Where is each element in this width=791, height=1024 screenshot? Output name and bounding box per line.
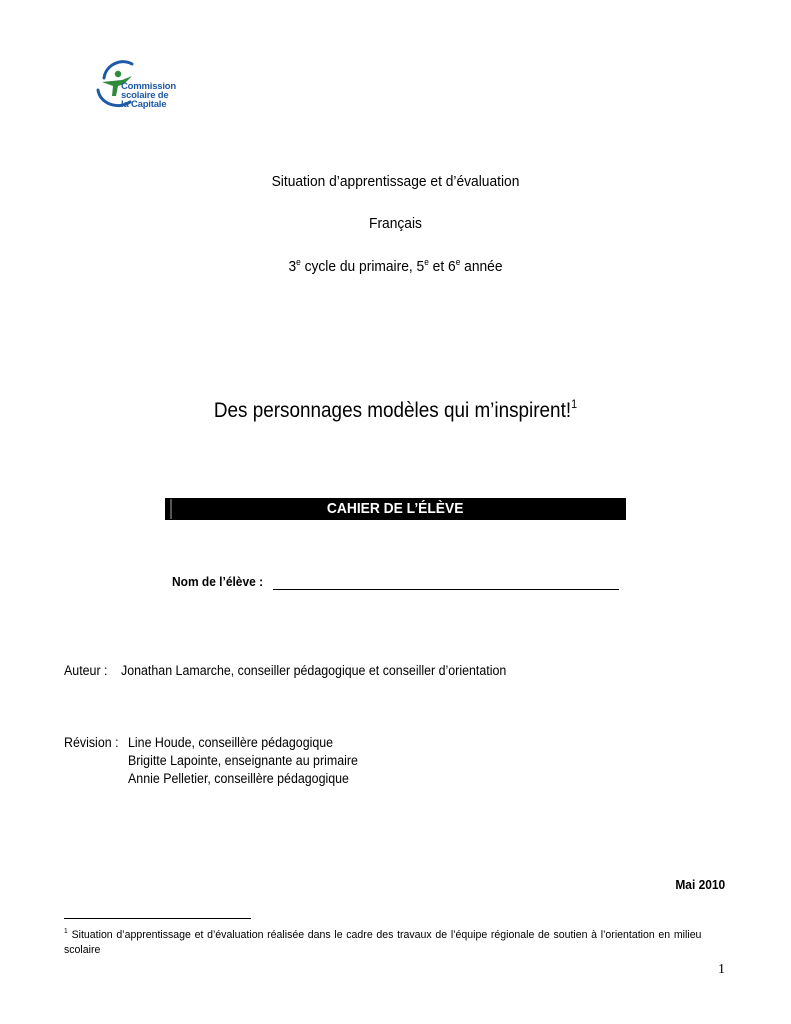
revision-line-1: Line Houde, conseillère pédagogique <box>128 735 334 750</box>
logo-wordmark <box>121 82 176 109</box>
banner-divider <box>170 499 172 519</box>
page-title: Des personnages modèles qui m’inspirent!$^1$ <box>213 397 578 422</box>
publication-date: Mai 2010 <box>675 877 725 892</box>
logo-line-1: Commission <box>121 81 177 92</box>
student-name-label: Nom de l’élève : <box>172 574 264 589</box>
title-footnote-ref: 1 <box>571 397 578 411</box>
revision-line-2: Brigitte Lapointe, enseignante au primaire <box>128 753 358 768</box>
subject: Français <box>369 215 422 232</box>
footnote-rule <box>64 918 251 919</box>
logo-line-3: la Capitale <box>121 99 167 110</box>
revision-label: Révision : <box>64 735 119 750</box>
logo-figure-head-icon <box>115 71 121 77</box>
page-number: 1 <box>718 962 725 977</box>
document-type: Situation d’apprentissage et d’évaluation <box>271 173 520 190</box>
student-name-field[interactable] <box>273 589 619 590</box>
revision-line-3: Annie Pelletier, conseillère pédagogique <box>128 771 349 786</box>
footnote-marker: 1 <box>64 928 68 935</box>
logo-line-2: scolaire de <box>121 90 169 101</box>
student-booklet-banner <box>165 498 626 520</box>
author-label: Auteur : <box>64 663 108 678</box>
author-value: Jonathan Lamarche, conseiller pédagogique et conseiller d’orientation <box>121 663 507 678</box>
grade-level: 3e cycle du primaire, 5e et 6e année <box>288 257 503 275</box>
footnote <box>64 928 701 958</box>
banner-label: CAHIER DE L’ÉLÈVE <box>327 500 464 517</box>
footnote-text: Situation d’apprentissage et d’évaluation réalisée dans le cadre des travaux de l’équipe régionale de soutien à l’orientation en milieu scolaire <box>64 929 702 956</box>
